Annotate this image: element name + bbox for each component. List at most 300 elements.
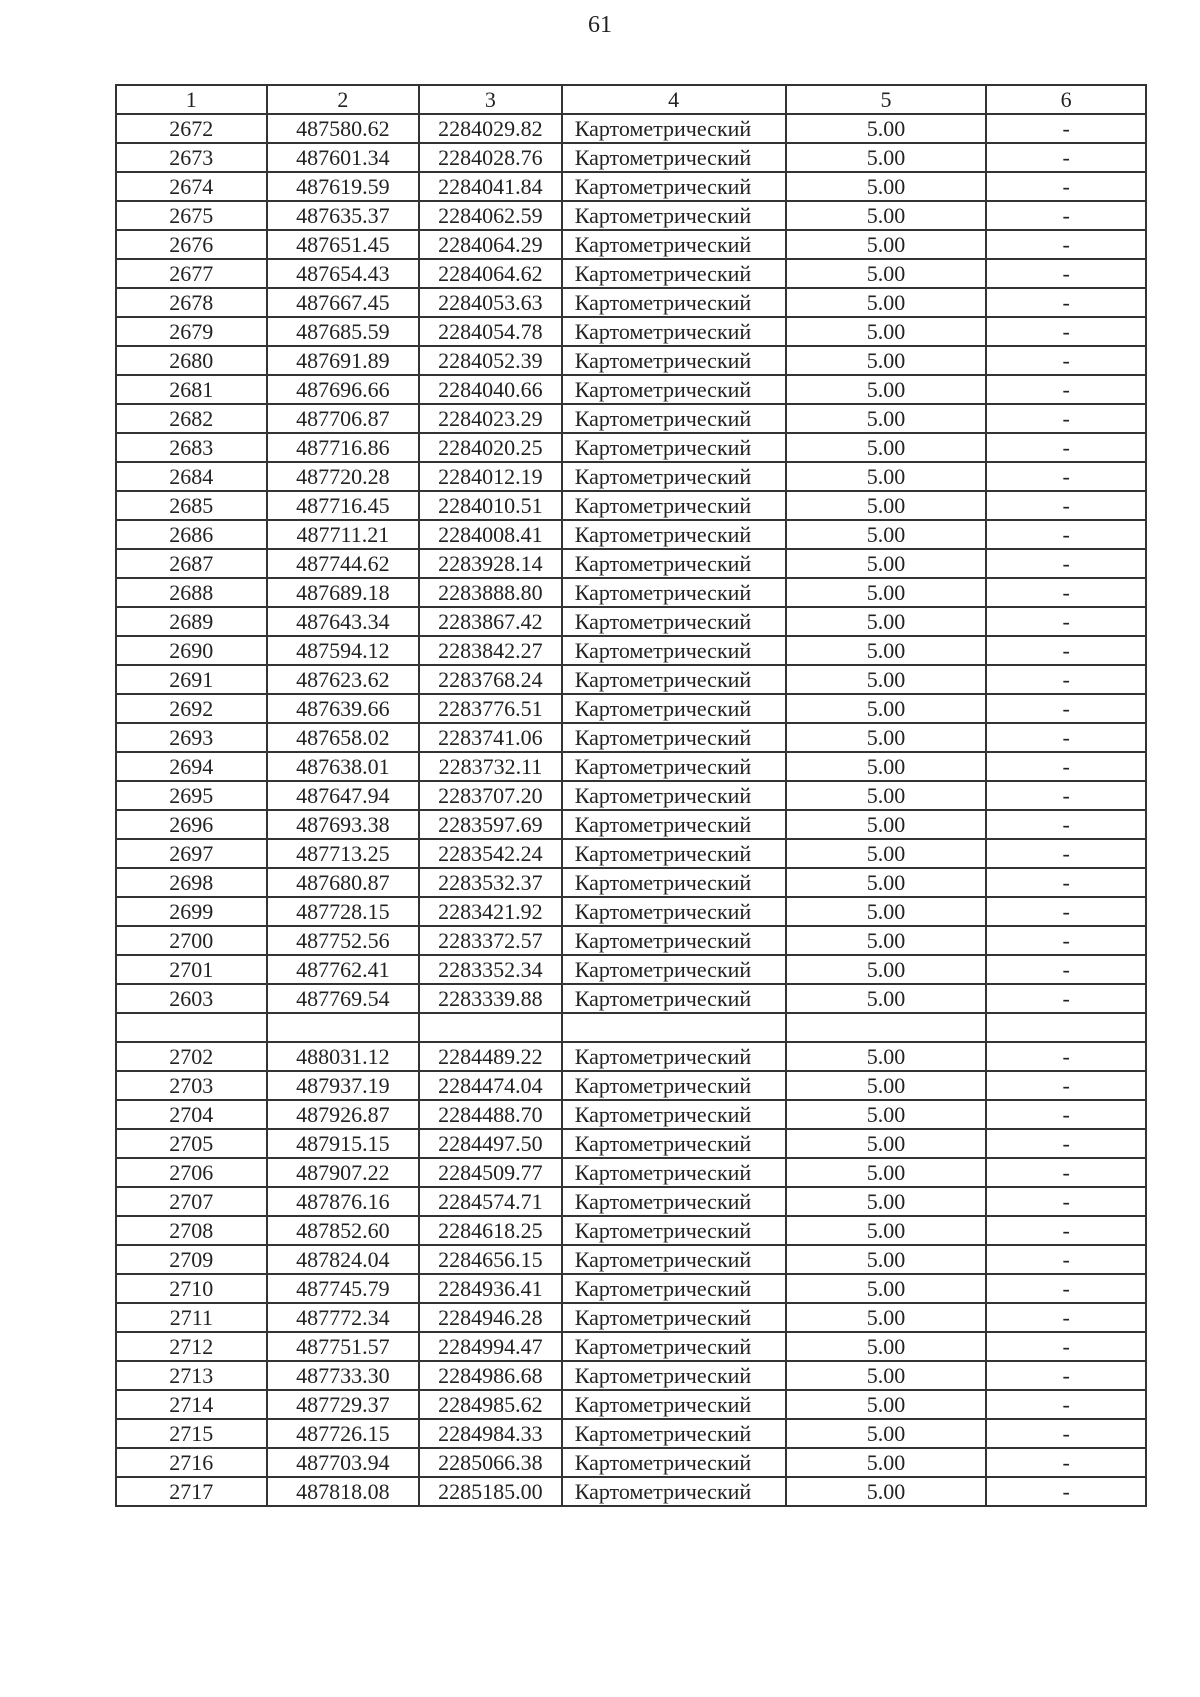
accuracy-cell: 5.00 <box>786 1158 987 1187</box>
note-cell <box>986 1013 1146 1042</box>
y-coordinate-cell: 2284984.33 <box>419 1419 562 1448</box>
accuracy-cell: 5.00 <box>786 1419 987 1448</box>
point-number-cell: 2672 <box>116 114 267 143</box>
accuracy-cell: 5.00 <box>786 114 987 143</box>
note-cell: - <box>986 1303 1146 1332</box>
x-coordinate-cell: 487762.41 <box>267 955 420 984</box>
table-row <box>116 549 1146 578</box>
accuracy-cell: 5.00 <box>786 491 987 520</box>
column-header-5: 5 <box>786 85 987 114</box>
note-cell: - <box>986 607 1146 636</box>
y-coordinate-cell: 2283842.27 <box>419 636 562 665</box>
accuracy-cell: 5.00 <box>786 1216 987 1245</box>
table-row <box>116 955 1146 984</box>
point-number-cell: 2678 <box>116 288 267 317</box>
y-coordinate-cell: 2285066.38 <box>419 1448 562 1477</box>
note-cell: - <box>986 1448 1146 1477</box>
x-coordinate-cell: 487818.08 <box>267 1477 420 1506</box>
point-number-cell: 2603 <box>116 984 267 1013</box>
y-coordinate-cell: 2283928.14 <box>419 549 562 578</box>
method-cell: Картометрический <box>562 1245 786 1274</box>
y-coordinate-cell: 2284574.71 <box>419 1187 562 1216</box>
note-cell: - <box>986 1216 1146 1245</box>
y-coordinate-cell: 2283867.42 <box>419 607 562 636</box>
method-cell: Картометрический <box>562 694 786 723</box>
point-number-cell: 2715 <box>116 1419 267 1448</box>
x-coordinate-cell: 487729.37 <box>267 1390 420 1419</box>
point-number-cell: 2700 <box>116 926 267 955</box>
table-row <box>116 259 1146 288</box>
point-number-cell: 2691 <box>116 665 267 694</box>
y-coordinate-cell: 2284064.62 <box>419 259 562 288</box>
x-coordinate-cell: 487651.45 <box>267 230 420 259</box>
table-row <box>116 1448 1146 1477</box>
x-coordinate-cell: 487654.43 <box>267 259 420 288</box>
y-coordinate-cell: 2284023.29 <box>419 404 562 433</box>
method-cell: Картометрический <box>562 491 786 520</box>
accuracy-cell: 5.00 <box>786 1477 987 1506</box>
method-cell: Картометрический <box>562 143 786 172</box>
method-cell: Картометрический <box>562 346 786 375</box>
x-coordinate-cell: 487733.30 <box>267 1361 420 1390</box>
y-coordinate-cell: 2284062.59 <box>419 201 562 230</box>
note-cell: - <box>986 1419 1146 1448</box>
point-number-cell: 2705 <box>116 1129 267 1158</box>
accuracy-cell: 5.00 <box>786 1274 987 1303</box>
point-number-cell: 2709 <box>116 1245 267 1274</box>
point-number-cell: 2679 <box>116 317 267 346</box>
method-cell: Картометрический <box>562 288 786 317</box>
note-cell: - <box>986 1042 1146 1071</box>
note-cell: - <box>986 346 1146 375</box>
note-cell: - <box>986 172 1146 201</box>
x-coordinate-cell: 487728.15 <box>267 897 420 926</box>
note-cell: - <box>986 1129 1146 1158</box>
accuracy-cell: 5.00 <box>786 230 987 259</box>
y-coordinate-cell: 2284012.19 <box>419 462 562 491</box>
note-cell: - <box>986 201 1146 230</box>
method-cell: Картометрический <box>562 1042 786 1071</box>
note-cell: - <box>986 1361 1146 1390</box>
y-coordinate-cell: 2284489.22 <box>419 1042 562 1071</box>
point-number-cell: 2699 <box>116 897 267 926</box>
note-cell: - <box>986 1477 1146 1506</box>
table-row <box>116 114 1146 143</box>
y-coordinate-cell: 2284020.25 <box>419 433 562 462</box>
note-cell: - <box>986 810 1146 839</box>
method-cell: Картометрический <box>562 1274 786 1303</box>
point-number-cell: 2711 <box>116 1303 267 1332</box>
point-number-cell: 2684 <box>116 462 267 491</box>
point-number-cell: 2697 <box>116 839 267 868</box>
point-number-cell: 2708 <box>116 1216 267 1245</box>
method-cell: Картометрический <box>562 201 786 230</box>
point-number-cell: 2680 <box>116 346 267 375</box>
note-cell: - <box>986 288 1146 317</box>
method-cell: Картометрический <box>562 955 786 984</box>
y-coordinate-cell: 2285185.00 <box>419 1477 562 1506</box>
table-row <box>116 897 1146 926</box>
point-number-cell: 2677 <box>116 259 267 288</box>
column-header-4: 4 <box>562 85 786 114</box>
point-number-cell: 2694 <box>116 752 267 781</box>
method-cell: Картометрический <box>562 578 786 607</box>
accuracy-cell: 5.00 <box>786 520 987 549</box>
x-coordinate-cell: 487658.02 <box>267 723 420 752</box>
x-coordinate-cell: 487726.15 <box>267 1419 420 1448</box>
note-cell: - <box>986 578 1146 607</box>
x-coordinate-cell: 487693.38 <box>267 810 420 839</box>
accuracy-cell: 5.00 <box>786 172 987 201</box>
accuracy-cell: 5.00 <box>786 1042 987 1071</box>
accuracy-cell: 5.00 <box>786 636 987 665</box>
accuracy-cell: 5.00 <box>786 752 987 781</box>
point-number-cell: 2717 <box>116 1477 267 1506</box>
x-coordinate-cell: 487623.62 <box>267 665 420 694</box>
note-cell: - <box>986 143 1146 172</box>
point-number-cell: 2707 <box>116 1187 267 1216</box>
accuracy-cell: 5.00 <box>786 1100 987 1129</box>
y-coordinate-cell: 2283352.34 <box>419 955 562 984</box>
y-coordinate-cell: 2283339.88 <box>419 984 562 1013</box>
method-cell: Картометрический <box>562 1448 786 1477</box>
x-coordinate-cell: 487926.87 <box>267 1100 420 1129</box>
note-cell: - <box>986 375 1146 404</box>
table-row <box>116 143 1146 172</box>
table-row <box>116 926 1146 955</box>
y-coordinate-cell <box>419 1013 562 1042</box>
note-cell: - <box>986 955 1146 984</box>
method-cell: Картометрический <box>562 810 786 839</box>
table-row <box>116 1216 1146 1245</box>
accuracy-cell: 5.00 <box>786 1071 987 1100</box>
x-coordinate-cell: 487647.94 <box>267 781 420 810</box>
accuracy-cell: 5.00 <box>786 1129 987 1158</box>
table-row <box>116 1158 1146 1187</box>
x-coordinate-cell: 487907.22 <box>267 1158 420 1187</box>
note-cell: - <box>986 723 1146 752</box>
table-row <box>116 1129 1146 1158</box>
point-number-cell: 2675 <box>116 201 267 230</box>
y-coordinate-cell: 2284618.25 <box>419 1216 562 1245</box>
method-cell: Картометрический <box>562 926 786 955</box>
table-row <box>116 1303 1146 1332</box>
accuracy-cell: 5.00 <box>786 1187 987 1216</box>
y-coordinate-cell: 2284986.68 <box>419 1361 562 1390</box>
point-number-cell: 2690 <box>116 636 267 665</box>
table-row <box>116 317 1146 346</box>
point-number-cell: 2683 <box>116 433 267 462</box>
y-coordinate-cell: 2283707.20 <box>419 781 562 810</box>
y-coordinate-cell: 2283888.80 <box>419 578 562 607</box>
accuracy-cell: 5.00 <box>786 288 987 317</box>
method-cell: Картометрический <box>562 114 786 143</box>
point-number-cell: 2701 <box>116 955 267 984</box>
method-cell: Картометрический <box>562 230 786 259</box>
table-row <box>116 984 1146 1013</box>
x-coordinate-cell <box>267 1013 420 1042</box>
x-coordinate-cell: 487594.12 <box>267 636 420 665</box>
accuracy-cell: 5.00 <box>786 404 987 433</box>
y-coordinate-cell: 2284008.41 <box>419 520 562 549</box>
accuracy-cell: 5.00 <box>786 665 987 694</box>
accuracy-cell: 5.00 <box>786 317 987 346</box>
note-cell: - <box>986 694 1146 723</box>
y-coordinate-cell: 2284054.78 <box>419 317 562 346</box>
note-cell: - <box>986 1245 1146 1274</box>
method-cell: Картометрический <box>562 1187 786 1216</box>
x-coordinate-cell: 487824.04 <box>267 1245 420 1274</box>
method-cell: Картометрический <box>562 636 786 665</box>
method-cell: Картометрический <box>562 375 786 404</box>
point-number-cell <box>116 1013 267 1042</box>
method-cell: Картометрический <box>562 723 786 752</box>
y-coordinate-cell: 2284010.51 <box>419 491 562 520</box>
table-row <box>116 346 1146 375</box>
point-number-cell: 2689 <box>116 607 267 636</box>
y-coordinate-cell: 2283597.69 <box>419 810 562 839</box>
method-cell: Картометрический <box>562 172 786 201</box>
x-coordinate-cell: 487852.60 <box>267 1216 420 1245</box>
note-cell: - <box>986 897 1146 926</box>
x-coordinate-cell: 487772.34 <box>267 1303 420 1332</box>
x-coordinate-cell: 487720.28 <box>267 462 420 491</box>
accuracy-cell: 5.00 <box>786 607 987 636</box>
method-cell: Картометрический <box>562 317 786 346</box>
note-cell: - <box>986 404 1146 433</box>
y-coordinate-cell: 2284936.41 <box>419 1274 562 1303</box>
method-cell: Картометрический <box>562 1100 786 1129</box>
table-row <box>116 1361 1146 1390</box>
method-cell: Картометрический <box>562 752 786 781</box>
table-body <box>116 114 1146 1506</box>
note-cell: - <box>986 230 1146 259</box>
accuracy-cell: 5.00 <box>786 346 987 375</box>
y-coordinate-cell: 2284040.66 <box>419 375 562 404</box>
x-coordinate-cell: 487667.45 <box>267 288 420 317</box>
method-cell: Картометрический <box>562 404 786 433</box>
x-coordinate-cell: 487706.87 <box>267 404 420 433</box>
x-coordinate-cell: 487711.21 <box>267 520 420 549</box>
table-row <box>116 839 1146 868</box>
x-coordinate-cell: 487680.87 <box>267 868 420 897</box>
accuracy-cell: 5.00 <box>786 839 987 868</box>
y-coordinate-cell: 2284497.50 <box>419 1129 562 1158</box>
table-row <box>116 1071 1146 1100</box>
table-row <box>116 230 1146 259</box>
method-cell: Картометрический <box>562 839 786 868</box>
method-cell: Картометрический <box>562 1303 786 1332</box>
accuracy-cell: 5.00 <box>786 201 987 230</box>
point-number-cell: 2713 <box>116 1361 267 1390</box>
coordinates-table <box>115 84 1147 1507</box>
y-coordinate-cell: 2284052.39 <box>419 346 562 375</box>
table-row <box>116 1419 1146 1448</box>
x-coordinate-cell: 487716.86 <box>267 433 420 462</box>
table-header-row <box>116 85 1146 114</box>
point-number-cell: 2714 <box>116 1390 267 1419</box>
method-cell: Картометрический <box>562 897 786 926</box>
y-coordinate-cell: 2283542.24 <box>419 839 562 868</box>
method-cell: Картометрический <box>562 520 786 549</box>
note-cell: - <box>986 433 1146 462</box>
point-number-cell: 2703 <box>116 1071 267 1100</box>
method-cell: Картометрический <box>562 1477 786 1506</box>
x-coordinate-cell: 487638.01 <box>267 752 420 781</box>
note-cell: - <box>986 781 1146 810</box>
column-header-3: 3 <box>419 85 562 114</box>
accuracy-cell: 5.00 <box>786 143 987 172</box>
y-coordinate-cell: 2283732.11 <box>419 752 562 781</box>
y-coordinate-cell: 2284064.29 <box>419 230 562 259</box>
x-coordinate-cell: 487769.54 <box>267 984 420 1013</box>
method-cell: Картометрический <box>562 1390 786 1419</box>
accuracy-cell: 5.00 <box>786 723 987 752</box>
x-coordinate-cell: 487691.89 <box>267 346 420 375</box>
accuracy-cell: 5.00 <box>786 1390 987 1419</box>
note-cell: - <box>986 549 1146 578</box>
x-coordinate-cell: 487876.16 <box>267 1187 420 1216</box>
accuracy-cell: 5.00 <box>786 549 987 578</box>
method-cell: Картометрический <box>562 1419 786 1448</box>
point-number-cell: 2692 <box>116 694 267 723</box>
point-number-cell: 2695 <box>116 781 267 810</box>
table-row <box>116 752 1146 781</box>
note-cell: - <box>986 1071 1146 1100</box>
accuracy-cell: 5.00 <box>786 897 987 926</box>
x-coordinate-cell: 487685.59 <box>267 317 420 346</box>
table-row <box>116 520 1146 549</box>
page-number: 61 <box>588 12 612 38</box>
x-coordinate-cell: 487580.62 <box>267 114 420 143</box>
accuracy-cell: 5.00 <box>786 868 987 897</box>
table-row <box>116 172 1146 201</box>
x-coordinate-cell: 487915.15 <box>267 1129 420 1158</box>
method-cell: Картометрический <box>562 1361 786 1390</box>
method-cell: Картометрический <box>562 549 786 578</box>
table-row <box>116 288 1146 317</box>
note-cell: - <box>986 520 1146 549</box>
table-row <box>116 636 1146 665</box>
table-row <box>116 607 1146 636</box>
method-cell: Картометрический <box>562 259 786 288</box>
x-coordinate-cell: 487752.56 <box>267 926 420 955</box>
point-number-cell: 2673 <box>116 143 267 172</box>
method-cell: Картометрический <box>562 984 786 1013</box>
note-cell: - <box>986 1332 1146 1361</box>
table-row <box>116 578 1146 607</box>
note-cell: - <box>986 984 1146 1013</box>
method-cell: Картометрический <box>562 433 786 462</box>
x-coordinate-cell: 487601.34 <box>267 143 420 172</box>
y-coordinate-cell: 2284488.70 <box>419 1100 562 1129</box>
point-number-cell: 2706 <box>116 1158 267 1187</box>
x-coordinate-cell: 487751.57 <box>267 1332 420 1361</box>
table-row <box>116 810 1146 839</box>
accuracy-cell: 5.00 <box>786 1303 987 1332</box>
point-number-cell: 2716 <box>116 1448 267 1477</box>
note-cell: - <box>986 1187 1146 1216</box>
point-number-cell: 2696 <box>116 810 267 839</box>
y-coordinate-cell: 2284053.63 <box>419 288 562 317</box>
table-row <box>116 665 1146 694</box>
note-cell: - <box>986 752 1146 781</box>
point-number-cell: 2676 <box>116 230 267 259</box>
note-cell: - <box>986 1390 1146 1419</box>
y-coordinate-cell: 2283421.92 <box>419 897 562 926</box>
accuracy-cell: 5.00 <box>786 926 987 955</box>
accuracy-cell: 5.00 <box>786 810 987 839</box>
point-number-cell: 2704 <box>116 1100 267 1129</box>
note-cell: - <box>986 636 1146 665</box>
y-coordinate-cell: 2284029.82 <box>419 114 562 143</box>
method-cell <box>562 1013 786 1042</box>
point-number-cell: 2688 <box>116 578 267 607</box>
point-number-cell: 2702 <box>116 1042 267 1071</box>
y-coordinate-cell: 2284028.76 <box>419 143 562 172</box>
accuracy-cell: 5.00 <box>786 1332 987 1361</box>
y-coordinate-cell: 2284985.62 <box>419 1390 562 1419</box>
x-coordinate-cell: 487713.25 <box>267 839 420 868</box>
table-row <box>116 1187 1146 1216</box>
accuracy-cell: 5.00 <box>786 259 987 288</box>
point-number-cell: 2681 <box>116 375 267 404</box>
table-row <box>116 1332 1146 1361</box>
y-coordinate-cell: 2283372.57 <box>419 926 562 955</box>
table-row <box>116 694 1146 723</box>
point-number-cell: 2693 <box>116 723 267 752</box>
x-coordinate-cell: 487744.62 <box>267 549 420 578</box>
x-coordinate-cell: 487689.18 <box>267 578 420 607</box>
method-cell: Картометрический <box>562 868 786 897</box>
point-number-cell: 2674 <box>116 172 267 201</box>
table-row <box>116 1477 1146 1506</box>
note-cell: - <box>986 317 1146 346</box>
y-coordinate-cell: 2284474.04 <box>419 1071 562 1100</box>
x-coordinate-cell: 487696.66 <box>267 375 420 404</box>
note-cell: - <box>986 926 1146 955</box>
point-number-cell: 2686 <box>116 520 267 549</box>
accuracy-cell: 5.00 <box>786 984 987 1013</box>
column-header-6: 6 <box>986 85 1146 114</box>
y-coordinate-cell: 2283741.06 <box>419 723 562 752</box>
note-cell: - <box>986 114 1146 143</box>
point-number-cell: 2682 <box>116 404 267 433</box>
x-coordinate-cell: 487745.79 <box>267 1274 420 1303</box>
note-cell: - <box>986 259 1146 288</box>
y-coordinate-cell: 2284041.84 <box>419 172 562 201</box>
table-row <box>116 1100 1146 1129</box>
method-cell: Картометрический <box>562 462 786 491</box>
note-cell: - <box>986 1274 1146 1303</box>
point-number-cell: 2685 <box>116 491 267 520</box>
table-row <box>116 781 1146 810</box>
method-cell: Картометрический <box>562 1071 786 1100</box>
y-coordinate-cell: 2283776.51 <box>419 694 562 723</box>
accuracy-cell: 5.00 <box>786 433 987 462</box>
method-cell: Картометрический <box>562 1158 786 1187</box>
note-cell: - <box>986 868 1146 897</box>
point-number-cell: 2698 <box>116 868 267 897</box>
table-row <box>116 201 1146 230</box>
table-row <box>116 868 1146 897</box>
method-cell: Картометрический <box>562 1216 786 1245</box>
accuracy-cell: 5.00 <box>786 1361 987 1390</box>
y-coordinate-cell: 2283768.24 <box>419 665 562 694</box>
table-row <box>116 491 1146 520</box>
x-coordinate-cell: 487716.45 <box>267 491 420 520</box>
table-row <box>116 1245 1146 1274</box>
